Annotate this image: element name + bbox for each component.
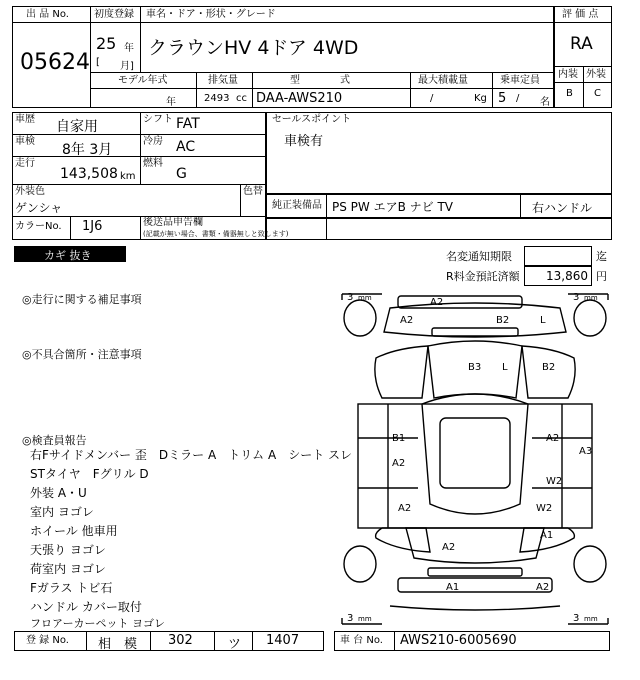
sales-point: 車検有	[284, 134, 324, 149]
repaint-label: 色替	[243, 186, 263, 197]
recycle-value: 13,860	[546, 269, 588, 283]
mark-right-rear-fender: A1	[540, 530, 554, 541]
mark-hood-right: L	[540, 315, 546, 326]
inspector-line: 右Fサイドメンバー 歪 Dミラー A トリム A シート スレ	[30, 448, 353, 462]
mark-left-door2: A2	[392, 458, 406, 469]
inspector-line: ホイール 他車用	[30, 524, 118, 538]
mark-right-front-door: A2	[546, 433, 560, 444]
first-reg-label: 初度登録	[94, 9, 134, 20]
handle: 右ハンドル	[532, 201, 593, 215]
divider	[394, 631, 395, 651]
mark-rear-bumper: A1	[446, 582, 460, 593]
inspector-line: STタイヤ Fグリル D	[30, 467, 149, 481]
grade-value: RA	[570, 34, 593, 54]
reg-class: 302	[168, 633, 193, 648]
interior-label: 内装	[558, 69, 578, 80]
car-damage-diagram	[336, 288, 614, 630]
model-year-label: モデル年式	[118, 75, 168, 86]
mark-right-rear-door: W2	[536, 503, 553, 514]
tire-rl-depth: 3	[347, 613, 354, 624]
divider	[12, 22, 90, 23]
divider	[583, 66, 584, 108]
divider	[140, 112, 141, 184]
mark-hood-left: A2	[400, 315, 414, 326]
grade-label: 評 価 点	[562, 9, 599, 20]
divider	[70, 216, 71, 240]
color-no-label: カラーNo.	[15, 221, 62, 232]
divider	[410, 72, 411, 108]
first-reg-year: 25	[96, 34, 117, 53]
mark-hood-mid: B2	[496, 315, 510, 326]
divider	[140, 216, 141, 240]
aftermarket-label: 後送品申告欄	[143, 217, 203, 228]
tire-fl-unit: mm	[358, 294, 372, 302]
reg-no-label: 登 録 No.	[26, 635, 69, 646]
divider	[12, 156, 266, 157]
tire-rr-depth: 3	[573, 613, 580, 624]
car-name: クラウンHV 4ドア 4WD	[148, 37, 359, 59]
inspector-line: 室内 ヨゴレ	[30, 505, 94, 519]
inspector-line: 天張り ヨゴレ	[30, 543, 106, 557]
mileage-unit: km	[120, 171, 136, 182]
displacement-unit: cc	[236, 93, 247, 104]
shift: FAT	[176, 116, 200, 132]
sales-point-label: セールスポイント	[272, 114, 352, 125]
notice-unit: 迄	[596, 250, 607, 263]
history-label: 車歴	[15, 114, 35, 125]
key-label: カギ 抜き	[44, 249, 92, 262]
tire-fr-unit: mm	[584, 294, 598, 302]
divider	[12, 184, 266, 185]
defects-title: ◎不具合箇所・注意事項	[22, 348, 142, 361]
mileage: 143,508	[60, 166, 118, 182]
chassis-no: AWS210-6005690	[400, 633, 517, 648]
divider	[214, 631, 215, 651]
mark-trunk: A2	[442, 542, 456, 553]
tire-rl-unit: mm	[358, 615, 372, 623]
inspector-title: ◎検査員報告	[22, 434, 87, 447]
displacement-label: 排気量	[208, 75, 238, 86]
ac-label: 冷房	[143, 136, 163, 147]
model-label: 型 式	[290, 75, 350, 86]
exterior-grade: C	[594, 88, 601, 99]
mark-front-bumper: A2	[430, 297, 444, 308]
max-load: /	[430, 93, 434, 104]
divider	[240, 184, 241, 216]
equipment-label: 純正装備品	[272, 200, 322, 211]
divider	[520, 194, 521, 218]
notice-label: 名変通知期限	[446, 250, 512, 263]
divider	[90, 22, 554, 23]
month-open: [	[96, 57, 100, 68]
mileage-label: 走行	[15, 158, 35, 169]
aftermarket-note: (記載が無い場合、書類・備器無しと致します)	[143, 230, 289, 238]
lot-no-label: 出 品 No.	[26, 9, 69, 20]
ac: AC	[176, 139, 196, 155]
divider	[252, 72, 253, 108]
interior-grade: B	[566, 88, 573, 99]
mark-right-fender: B2	[542, 362, 556, 373]
exterior-label: 外装	[586, 69, 606, 80]
recycle-unit: 円	[596, 270, 607, 283]
inspector-line: ハンドル カバー取付	[30, 600, 142, 614]
divider	[86, 631, 87, 651]
mark-right-side: A3	[579, 446, 593, 457]
max-load-label: 最大積載量	[418, 75, 468, 86]
reg-kana: ツ	[228, 637, 242, 652]
tire-fr-depth: 3	[573, 292, 580, 303]
tire-rr-unit: mm	[584, 615, 598, 623]
lot-no: 05624	[20, 50, 90, 75]
color: ゲンシャ	[15, 201, 63, 215]
capacity-slash: /	[516, 93, 520, 104]
model: DAA-AWS210	[256, 91, 343, 106]
fuel: G	[176, 166, 187, 182]
mark-left-front-door: B1	[392, 433, 406, 444]
displacement: 2493	[204, 93, 230, 104]
equipment: PS PW エアB ナビ TV	[332, 200, 453, 214]
fuel-label: 燃料	[143, 158, 163, 169]
aftermarket-box	[266, 218, 612, 240]
history: 自家用	[56, 119, 98, 135]
divider	[12, 134, 266, 135]
notice-box	[524, 246, 592, 266]
divider	[554, 22, 612, 23]
capacity: 5	[498, 91, 507, 106]
divider	[90, 72, 554, 73]
mark-right-door2: W2	[546, 476, 563, 487]
divider	[252, 631, 253, 651]
chassis-label: 車 台 No.	[340, 635, 383, 646]
mark-rear-bumper-right: A2	[536, 582, 550, 593]
divider	[150, 631, 151, 651]
capacity-label: 乗車定員	[500, 75, 540, 86]
divider	[12, 216, 266, 217]
inspector-line: 外装 A・U	[30, 486, 87, 500]
divider	[196, 72, 197, 108]
driving-notes-title: ◎走行に関する補足事項	[22, 293, 142, 306]
reg-region: 相 模	[98, 637, 138, 652]
shift-label: シフト	[143, 114, 173, 125]
car-name-label: 車名・ドア・形状・グレード	[146, 9, 276, 20]
inspection: 8年 3月	[62, 142, 113, 158]
divider	[90, 88, 554, 89]
model-year-unit: 年	[166, 97, 176, 108]
year-unit: 年	[124, 43, 134, 54]
reg-number: 1407	[266, 633, 300, 648]
color-no: 1J6	[82, 219, 103, 234]
inspector-line: Fガラス トビ石	[30, 581, 113, 595]
color-label: 外装色	[15, 186, 45, 197]
month-unit: 月]	[120, 61, 134, 72]
max-load-unit: Kg	[474, 93, 487, 104]
divider	[492, 72, 493, 108]
mark-windshield-l: L	[502, 362, 508, 373]
capacity-unit: 名	[540, 97, 550, 108]
inspection-label: 車検	[15, 136, 35, 147]
divider	[140, 6, 141, 72]
inspector-line: 荷室内 ヨゴレ	[30, 562, 106, 576]
tire-fl-depth: 3	[347, 292, 354, 303]
mark-windshield: B3	[468, 362, 482, 373]
mark-left-rear: A2	[398, 503, 412, 514]
inspector-line: フロアーカーペット ヨゴレ	[30, 617, 165, 630]
recycle-label: R料金預託済額	[446, 270, 520, 283]
